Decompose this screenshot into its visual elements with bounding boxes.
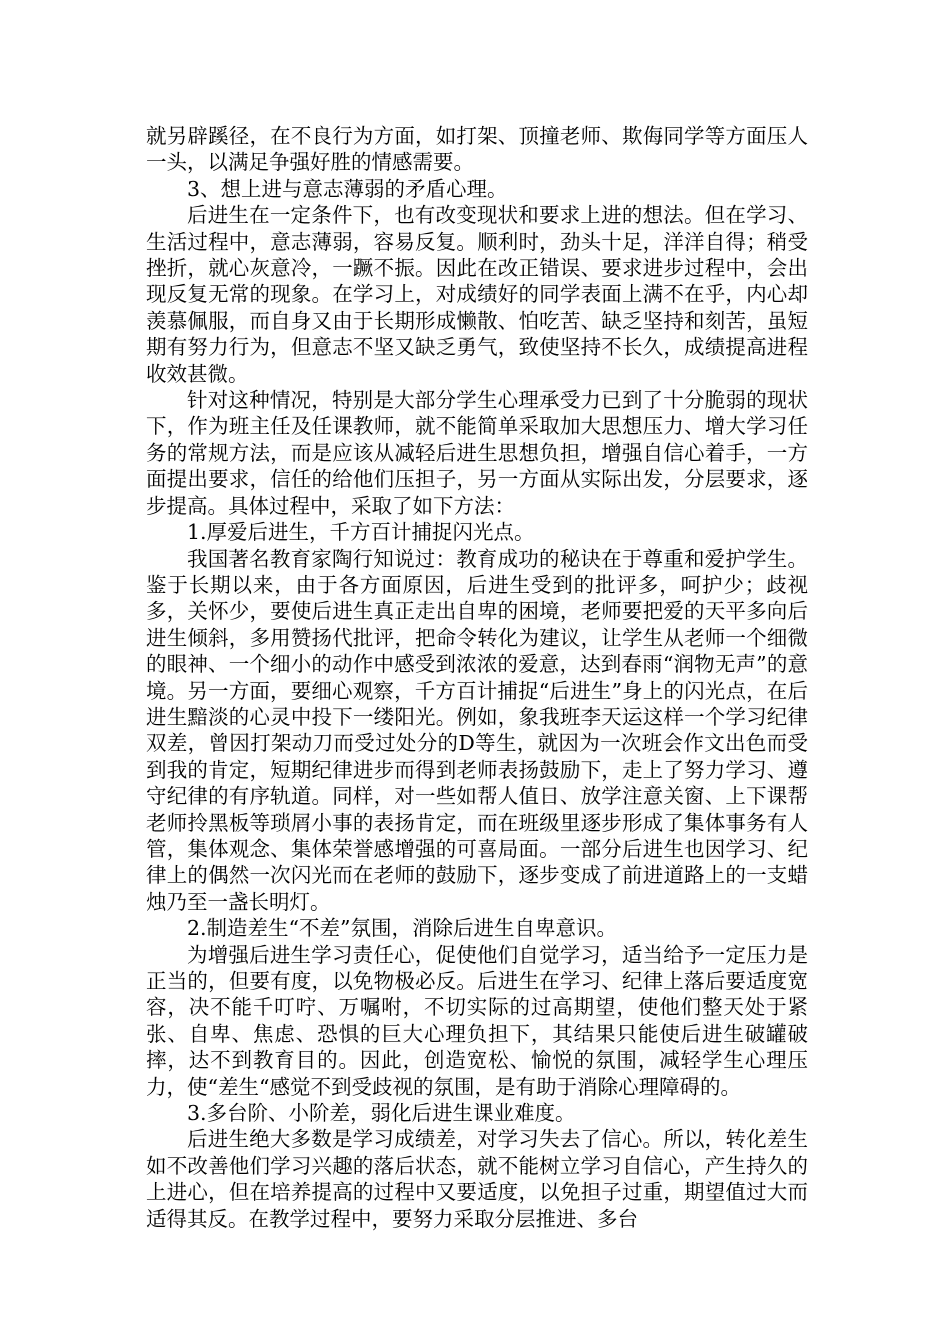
- document-body: [146, 123, 808, 1232]
- paragraph-1: 就另辟蹊径，在不良行为方面，如打架、顶撞老师、欺侮同学等方面压人一头，以满足争强好胜的情感需要。: [146, 124, 808, 175]
- paragraph-method-3: 后进生绝大多数是学习成绩差，对学习失去了信心。所以，转化差生如不改善他们学习兴趣的落后状态，就不能树立学习自信心，产生持久的上进心，但在培养提高的过程中又要适度，以免担子过重，期望值过大而适得其反。在教学过程中，要努力采取分层推进、多台: [146, 1127, 808, 1231]
- paragraph-methods-intro: 针对这种情况，特别是大部分学生心理承受力已到了十分脆弱的现状下，作为班主任及任课教师，就不能简单采取加大思想压力、增大学习任务的常规方法，而是应该从减轻后进生思想负担，增强自信心着手，一方面提出要求，信任的给他们压担子，另一方面从实际出发，分层要求，逐步提高。具体过程中，采取了如下方法：: [146, 388, 808, 518]
- heading-3-contradiction: 3、想上进与意志薄弱的矛盾心理。: [187, 176, 508, 201]
- heading-method-1: 1.厚爱后进生，千方百计捕捉闪光点。: [187, 520, 535, 545]
- heading-method-2: 2.制造差生“不差”氛围，消除后进生自卑意识。: [187, 916, 618, 941]
- paragraph-method-1: 我国著名教育家陶行知说过：教育成功的秘诀在于尊重和爱护学生。鉴于长期以来，由于各方面原因，后进生受到的批评多，呵护少；歧视多，关怀少，要使后进生真正走出自卑的困境，老师要把爱的天平多向后进生倾斜，多用赞扬代批评，把命令转化为建议，让学生从老师一个细微的眼神、一个细小的动作中感受到浓浓的爱意，达到春雨“润物无声”的意境。另一方面，要细心观察，千方百计捕捉“后进生”身上的闪光点，在后进生黯淡的心灵中投下一缕阳光。例如，象我班李天运这样一个学习纪律双差，曾因打架动刀而受过处分的D等生，就因为一次班会作文出色而受到我的肯定，短期纪律进步而得到老师表扬鼓励下，走上了努力学习、遵守纪律的有序轨道。同样，对一些如帮人值日、放学注意关窗、上下课帮老师拎黑板等琐屑小事的表扬肯定，而在班级里逐步形成了集体事务有人管，集体观念、集体荣誉感增强的可喜局面。一部分后进生也因学习、纪律上的偶然一次闪光而在老师的鼓励下，逐步变成了前进道路上的一支蜡烛乃至一盏长明灯。: [146, 546, 808, 914]
- paragraph-method-2: 为增强后进生学习责任心，促使他们自觉学习，适当给予一定压力是正当的，但要有度，以免物极必反。后进生在学习、纪律上落后要适度宽容，决不能千叮咛、万嘱咐，不切实际的过高期望，使他们整天处于紧张、自卑、焦虑、恐惧的巨大心理负担下，其结果只能使后进生破罐破摔，达不到教育目的。因此，创造宽松、愉悦的氛围，减轻学生心理压力，使“差生“感觉不到受歧视的氛围，是有助于消除心理障碍的。: [146, 942, 808, 1099]
- heading-method-3: 3.多台阶、小阶差，弱化后进生课业难度。: [187, 1101, 576, 1126]
- paragraph-weak-will: 后进生在一定条件下，也有改变现状和要求上进的想法。但在学习、生活过程中，意志薄弱，容易反复。顺利时，劲头十足，洋洋自得；稍受挫折，就心灰意冷，一蹶不振。因此在改正错误、要求进步过程中，会出现反复无常的现象。在学习上，对成绩好的同学表面上满不在乎，内心却羡慕佩服，而自身又由于长期形成懒散、怕吃苦、缺乏坚持和刻苦，虽短期有努力行为，但意志不坚又缺乏勇气，致使坚持不长久，成绩提高进程收效甚微。: [146, 203, 808, 386]
